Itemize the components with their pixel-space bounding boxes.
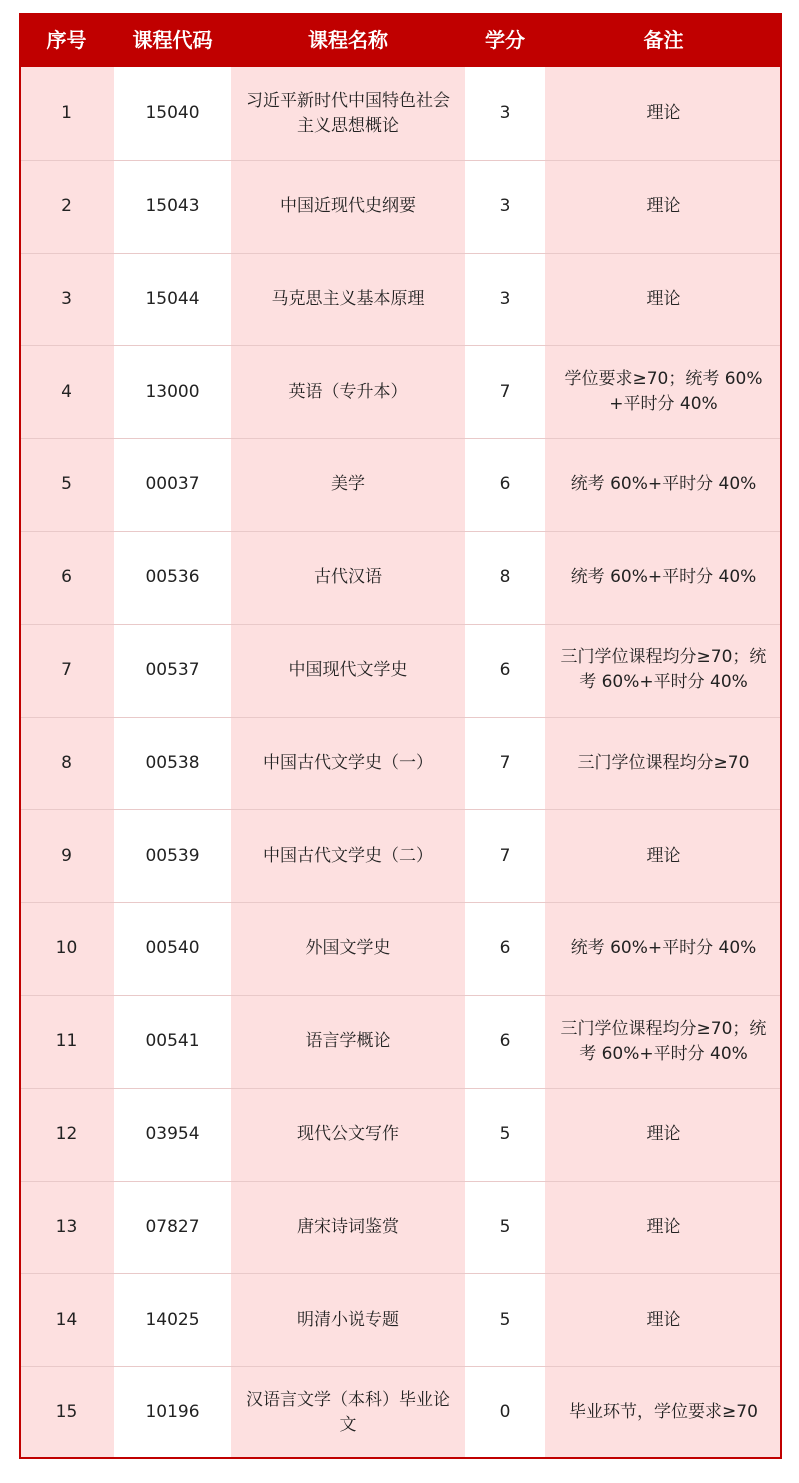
cell-note-text: 三门学位课程均分≥70 bbox=[577, 752, 750, 773]
header-name-text: 课程名称 bbox=[308, 27, 388, 52]
cell-note-text: 学位要求≥70；统考 60%+平时分 40% bbox=[564, 369, 763, 415]
row-12-code bbox=[114, 1088, 231, 1181]
row-6-index bbox=[19, 531, 114, 624]
row-15-name bbox=[231, 1366, 465, 1459]
cell-note-text: 统考 60%+平时分 40% bbox=[570, 938, 757, 959]
cell-note-text: 理论 bbox=[646, 195, 681, 216]
row-1-note bbox=[545, 67, 782, 160]
cell-credit-text: 6 bbox=[499, 659, 511, 680]
cell-credit-text: 7 bbox=[499, 381, 511, 402]
header-code-text: 课程代码 bbox=[132, 27, 213, 52]
row-5-code bbox=[114, 438, 231, 531]
row-5-note bbox=[545, 438, 782, 531]
cell-name-text: 明清小说专题 bbox=[297, 1309, 399, 1330]
cell-name-text: 美学 bbox=[331, 474, 365, 495]
header-index bbox=[19, 13, 114, 67]
cell-credit-text: 6 bbox=[499, 474, 511, 495]
row-15-credit bbox=[465, 1366, 545, 1459]
cell-note-text: 三门学位课程均分≥70；统考 60%+平时分 40% bbox=[560, 1018, 767, 1064]
row-9-index bbox=[19, 809, 114, 902]
cell-index-text: 7 bbox=[61, 659, 72, 680]
header-name bbox=[231, 13, 465, 67]
row-8-code bbox=[114, 717, 231, 810]
cell-name-text: 汉语言文学（本科）毕业论文 bbox=[246, 1389, 450, 1435]
row-4-index bbox=[19, 345, 114, 438]
cell-credit-text: 5 bbox=[499, 1123, 511, 1144]
row-divider bbox=[19, 995, 782, 996]
row-13-code bbox=[114, 1181, 231, 1274]
cell-index-text: 13 bbox=[55, 1216, 78, 1237]
cell-note-text: 理论 bbox=[646, 288, 681, 309]
row-divider bbox=[19, 531, 782, 532]
row-9-code bbox=[114, 809, 231, 902]
cell-credit-text: 7 bbox=[499, 752, 511, 773]
cell-name-text: 马克思主义基本原理 bbox=[271, 288, 425, 309]
header-code bbox=[114, 13, 231, 67]
row-1-name bbox=[231, 67, 465, 160]
cell-credit-text: 0 bbox=[499, 1402, 511, 1423]
cell-name-text: 中国古代文学史（一） bbox=[263, 752, 433, 773]
row-14-name bbox=[231, 1273, 465, 1366]
row-2-code bbox=[114, 160, 231, 253]
row-divider bbox=[19, 902, 782, 903]
cell-index-text: 8 bbox=[61, 752, 72, 773]
row-2-credit bbox=[465, 160, 545, 253]
cell-note-text: 毕业环节，学位要求≥70 bbox=[569, 1402, 758, 1423]
cell-index-text: 10 bbox=[55, 938, 78, 959]
row-7-credit bbox=[465, 624, 545, 717]
row-divider bbox=[19, 717, 782, 718]
cell-name-text: 英语（专升本） bbox=[288, 381, 408, 402]
row-10-credit bbox=[465, 902, 545, 995]
row-15-code bbox=[114, 1366, 231, 1459]
header-index-text: 序号 bbox=[46, 27, 87, 52]
header-note-text: 备注 bbox=[643, 27, 684, 52]
row-13-index bbox=[19, 1181, 114, 1274]
header-note bbox=[545, 13, 782, 67]
row-2-note bbox=[545, 160, 782, 253]
row-10-note bbox=[545, 902, 782, 995]
row-8-name bbox=[231, 717, 465, 810]
cell-name-text: 中国近现代史纲要 bbox=[280, 195, 416, 216]
table-border-bottom bbox=[19, 1457, 782, 1459]
cell-index-text: 14 bbox=[55, 1309, 78, 1330]
row-4-code bbox=[114, 345, 231, 438]
row-4-credit bbox=[465, 345, 545, 438]
row-10-name bbox=[231, 902, 465, 995]
header-credit-text: 学分 bbox=[485, 27, 525, 52]
table-border-left bbox=[19, 13, 21, 1459]
row-divider bbox=[19, 1273, 782, 1274]
row-11-index bbox=[19, 995, 114, 1088]
cell-name-text: 古代汉语 bbox=[314, 567, 382, 588]
cell-code-text: 15040 bbox=[145, 103, 200, 124]
cell-credit-text: 7 bbox=[499, 845, 511, 866]
row-11-code bbox=[114, 995, 231, 1088]
row-3-note bbox=[545, 253, 782, 346]
row-divider bbox=[19, 809, 782, 810]
cell-credit-text: 3 bbox=[499, 195, 511, 216]
cell-index-text: 9 bbox=[61, 845, 72, 866]
row-13-note bbox=[545, 1181, 782, 1274]
row-11-note bbox=[545, 995, 782, 1088]
table-border-top bbox=[19, 13, 782, 15]
cell-note-text: 统考 60%+平时分 40% bbox=[570, 474, 757, 495]
row-7-note bbox=[545, 624, 782, 717]
cell-code-text: 00538 bbox=[145, 752, 200, 773]
cell-index-text: 15 bbox=[55, 1402, 78, 1423]
cell-name-text: 习近平新时代中国特色社会主义思想概论 bbox=[246, 90, 450, 136]
row-8-index bbox=[19, 717, 114, 810]
row-15-index bbox=[19, 1366, 114, 1459]
row-divider bbox=[19, 160, 782, 161]
cell-code-text: 00540 bbox=[145, 938, 200, 959]
row-10-code bbox=[114, 902, 231, 995]
cell-credit-text: 3 bbox=[499, 288, 511, 309]
cell-credit-text: 6 bbox=[499, 1031, 511, 1052]
row-3-name bbox=[231, 253, 465, 346]
row-8-note bbox=[545, 717, 782, 810]
row-divider bbox=[19, 1181, 782, 1182]
row-13-credit bbox=[465, 1181, 545, 1274]
row-5-index bbox=[19, 438, 114, 531]
row-10-index bbox=[19, 902, 114, 995]
cell-code-text: 15044 bbox=[145, 288, 200, 309]
cell-credit-text: 5 bbox=[499, 1309, 511, 1330]
row-7-name bbox=[231, 624, 465, 717]
cell-index-text: 11 bbox=[55, 1031, 78, 1052]
cell-index-text: 2 bbox=[61, 195, 72, 216]
cell-name-text: 外国文学史 bbox=[305, 938, 391, 959]
cell-credit-text: 5 bbox=[499, 1216, 511, 1237]
row-divider bbox=[19, 345, 782, 346]
row-15-note bbox=[545, 1366, 782, 1459]
row-divider bbox=[19, 1366, 782, 1367]
row-11-name bbox=[231, 995, 465, 1088]
row-6-note bbox=[545, 531, 782, 624]
row-4-name bbox=[231, 345, 465, 438]
row-3-code bbox=[114, 253, 231, 346]
cell-index-text: 6 bbox=[61, 567, 72, 588]
row-9-credit bbox=[465, 809, 545, 902]
row-14-credit bbox=[465, 1273, 545, 1366]
row-divider bbox=[19, 253, 782, 254]
row-8-credit bbox=[465, 717, 545, 810]
cell-code-text: 07827 bbox=[145, 1216, 200, 1237]
cell-note-text: 理论 bbox=[646, 1216, 681, 1237]
cell-note-text: 三门学位课程均分≥70；统考 60%+平时分 40% bbox=[560, 647, 767, 693]
cell-code-text: 13000 bbox=[145, 381, 200, 402]
cell-credit-text: 8 bbox=[499, 567, 511, 588]
row-1-credit bbox=[465, 67, 545, 160]
row-7-code bbox=[114, 624, 231, 717]
cell-code-text: 00539 bbox=[145, 845, 200, 866]
header-credit bbox=[465, 13, 545, 67]
row-2-index bbox=[19, 160, 114, 253]
row-14-note bbox=[545, 1273, 782, 1366]
cell-code-text: 14025 bbox=[145, 1309, 200, 1330]
row-7-index bbox=[19, 624, 114, 717]
row-3-credit bbox=[465, 253, 545, 346]
row-2-name bbox=[231, 160, 465, 253]
cell-name-text: 唐宋诗词鉴赏 bbox=[297, 1216, 399, 1237]
cell-code-text: 10196 bbox=[145, 1402, 200, 1423]
row-5-credit bbox=[465, 438, 545, 531]
cell-code-text: 00541 bbox=[145, 1031, 200, 1052]
cell-name-text: 中国古代文学史（二） bbox=[263, 845, 433, 866]
cell-note-text: 理论 bbox=[646, 1309, 681, 1330]
cell-index-text: 3 bbox=[61, 288, 72, 309]
cell-code-text: 00037 bbox=[145, 474, 200, 495]
cell-name-text: 中国现代文学史 bbox=[288, 659, 408, 680]
cell-note-text: 理论 bbox=[646, 103, 681, 124]
row-11-credit bbox=[465, 995, 545, 1088]
row-12-index bbox=[19, 1088, 114, 1181]
cell-note-text: 理论 bbox=[646, 845, 681, 866]
row-13-name bbox=[231, 1181, 465, 1274]
row-1-code bbox=[114, 67, 231, 160]
row-14-index bbox=[19, 1273, 114, 1366]
cell-index-text: 12 bbox=[55, 1123, 78, 1144]
cell-index-text: 4 bbox=[61, 381, 72, 402]
row-divider bbox=[19, 624, 782, 625]
cell-code-text: 00537 bbox=[145, 659, 200, 680]
row-12-credit bbox=[465, 1088, 545, 1181]
cell-note-text: 理论 bbox=[646, 1123, 681, 1144]
row-4-note bbox=[545, 345, 782, 438]
row-9-name bbox=[231, 809, 465, 902]
row-9-note bbox=[545, 809, 782, 902]
cell-code-text: 03954 bbox=[145, 1123, 200, 1144]
row-divider bbox=[19, 438, 782, 439]
cell-credit-text: 3 bbox=[499, 103, 511, 124]
cell-code-text: 15043 bbox=[145, 195, 200, 216]
course-table bbox=[19, 13, 782, 1463]
row-5-name bbox=[231, 438, 465, 531]
cell-index-text: 1 bbox=[61, 103, 72, 124]
table-border-right bbox=[780, 13, 782, 1459]
row-3-index bbox=[19, 253, 114, 346]
row-12-name bbox=[231, 1088, 465, 1181]
row-6-name bbox=[231, 531, 465, 624]
row-1-index bbox=[19, 67, 114, 160]
cell-index-text: 5 bbox=[61, 474, 72, 495]
cell-name-text: 语言学概论 bbox=[305, 1031, 391, 1052]
row-divider bbox=[19, 1088, 782, 1089]
row-6-code bbox=[114, 531, 231, 624]
row-6-credit bbox=[465, 531, 545, 624]
row-12-note bbox=[545, 1088, 782, 1181]
cell-credit-text: 6 bbox=[499, 938, 511, 959]
cell-name-text: 现代公文写作 bbox=[297, 1123, 399, 1144]
cell-note-text: 统考 60%+平时分 40% bbox=[570, 567, 757, 588]
cell-code-text: 00536 bbox=[145, 567, 200, 588]
row-14-code bbox=[114, 1273, 231, 1366]
